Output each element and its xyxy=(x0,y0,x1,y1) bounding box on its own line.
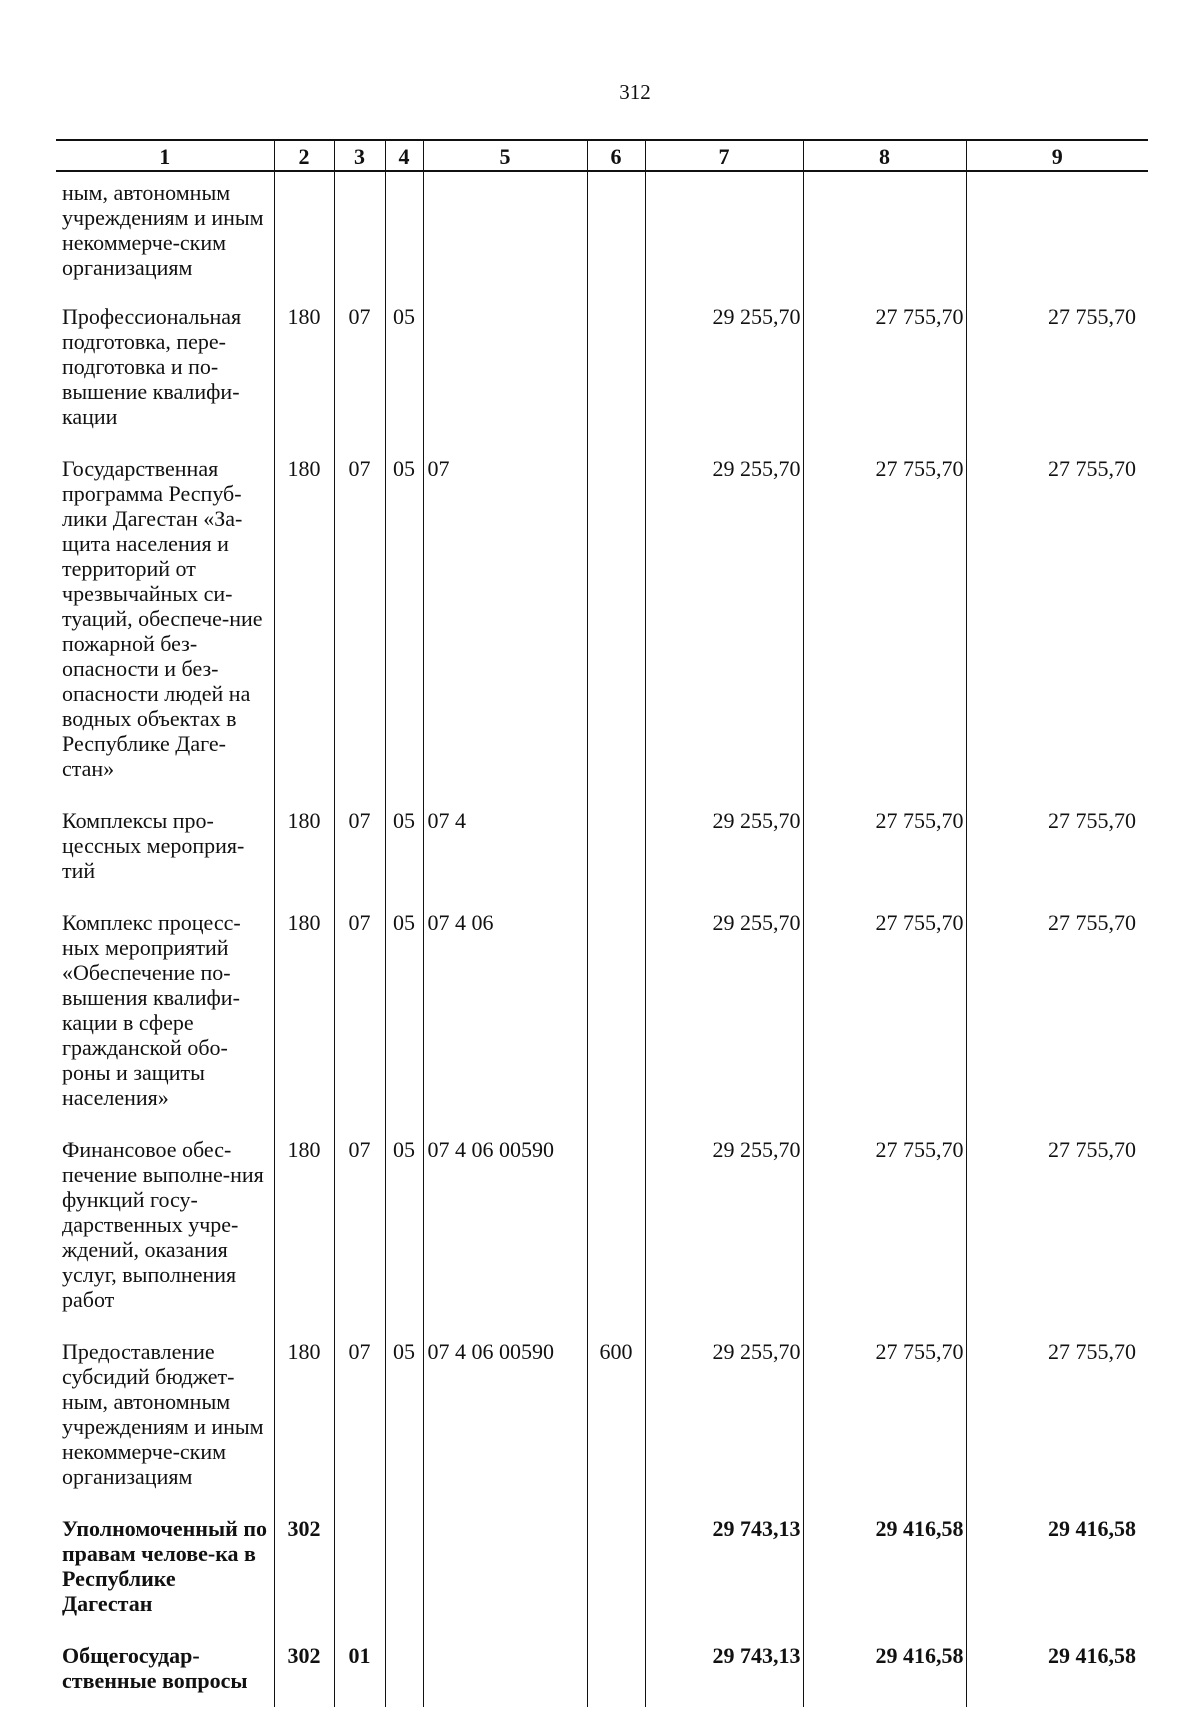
row-section: 07 xyxy=(334,910,385,1137)
row-amount-col8: 27 755,70 xyxy=(803,304,966,456)
row-section: 07 xyxy=(334,304,385,456)
row-amount-col7: 29 743,13 xyxy=(645,1516,803,1643)
row-expense-type xyxy=(587,1516,645,1643)
row-name: ным, автономным учреждениям и иным некоммерче-ским организациям xyxy=(62,180,264,280)
header-col-2: 2 xyxy=(274,140,334,171)
row-subsection xyxy=(385,171,423,304)
row-amount-col9: 27 755,70 xyxy=(966,456,1148,808)
table-row xyxy=(56,456,1148,808)
row-amount-col7 xyxy=(645,171,803,304)
table-row xyxy=(56,1339,1148,1516)
row-amount-col7: 29 255,70 xyxy=(645,910,803,1137)
row-target-article xyxy=(423,171,587,304)
row-subsection xyxy=(385,1516,423,1643)
row-target-article xyxy=(423,1516,587,1643)
row-name: Общегосудар-ственные вопросы xyxy=(62,1643,248,1693)
row-amount-col7: 29 743,13 xyxy=(645,1643,803,1707)
table-row xyxy=(56,304,1148,456)
row-name: Комплекс процесс-ных мероприятий «Обеспечение по-вышения квалифи-кации в сфере гражданской обо-роны и защиты населения» xyxy=(62,910,241,1110)
row-amount-col7: 29 255,70 xyxy=(645,808,803,910)
row-admin-code xyxy=(274,171,334,304)
header-col-5: 5 xyxy=(423,140,587,171)
row-amount-col9: 27 755,70 xyxy=(966,808,1148,910)
row-expense-type xyxy=(587,171,645,304)
row-name: Государственная программа Респуб-лики Дагестан «За-щита населения и территорий от чрезвычайных си-туаций, обеспече-ние пожарной без-опасности и без-опасности людей на водных объектах в Республике Даге-стан» xyxy=(62,456,263,781)
row-amount-col9: 27 755,70 xyxy=(966,1137,1148,1339)
row-amount-col8: 27 755,70 xyxy=(803,456,966,808)
row-amount-col8: 29 416,58 xyxy=(803,1516,966,1643)
row-amount-col8: 29 416,58 xyxy=(803,1643,966,1707)
table-row xyxy=(56,910,1148,1137)
row-admin-code: 180 xyxy=(274,910,334,1137)
row-amount-col9: 27 755,70 xyxy=(966,304,1148,456)
row-amount-col7: 29 255,70 xyxy=(645,456,803,808)
row-admin-code: 180 xyxy=(274,304,334,456)
row-amount-col9: 27 755,70 xyxy=(966,910,1148,1137)
row-section: 07 xyxy=(334,1137,385,1339)
budget-table xyxy=(56,139,1148,1707)
row-admin-code: 180 xyxy=(274,1339,334,1516)
row-amount-col7: 29 255,70 xyxy=(645,304,803,456)
table-row xyxy=(56,171,1148,304)
row-section xyxy=(334,1516,385,1643)
row-subsection: 05 xyxy=(385,456,423,808)
row-admin-code: 180 xyxy=(274,1137,334,1339)
table-row xyxy=(56,808,1148,910)
row-admin-code: 180 xyxy=(274,456,334,808)
row-amount-col8: 27 755,70 xyxy=(803,1137,966,1339)
row-name: Профессиональная подготовка, пере-подготовка и по-вышение квалифи-кации xyxy=(62,304,242,429)
row-amount-col9 xyxy=(966,171,1148,304)
header-col-6: 6 xyxy=(587,140,645,171)
row-subsection: 05 xyxy=(385,910,423,1137)
row-amount-col8: 27 755,70 xyxy=(803,808,966,910)
row-expense-type: 600 xyxy=(587,1339,645,1516)
row-section: 01 xyxy=(334,1643,385,1707)
row-target-article: 07 4 xyxy=(423,808,587,910)
row-amount-col8: 27 755,70 xyxy=(803,1339,966,1516)
header-col-7: 7 xyxy=(645,140,803,171)
row-expense-type xyxy=(587,456,645,808)
header-col-3: 3 xyxy=(334,140,385,171)
row-expense-type xyxy=(587,910,645,1137)
row-admin-code: 180 xyxy=(274,808,334,910)
row-amount-col9: 29 416,58 xyxy=(966,1516,1148,1643)
header-col-9: 9 xyxy=(966,140,1148,171)
row-expense-type xyxy=(587,1137,645,1339)
table-row xyxy=(56,1137,1148,1339)
header-col-1: 1 xyxy=(56,140,274,171)
row-amount-col7: 29 255,70 xyxy=(645,1137,803,1339)
row-expense-type xyxy=(587,1643,645,1707)
header-col-8: 8 xyxy=(803,140,966,171)
row-name: Финансовое обес-печение выполне-ния функций госу-дарственных учре-ждений, оказания услуг, выполнения работ xyxy=(62,1137,264,1312)
row-amount-col8: 27 755,70 xyxy=(803,910,966,1137)
row-target-article: 07 4 06 00590 xyxy=(423,1339,587,1516)
table-row xyxy=(56,1643,1148,1707)
row-admin-code: 302 xyxy=(274,1643,334,1707)
page-number: 312 xyxy=(619,80,651,104)
table-row xyxy=(56,1516,1148,1643)
row-section xyxy=(334,171,385,304)
row-target-article: 07 4 06 00590 xyxy=(423,1137,587,1339)
row-amount-col9: 29 416,58 xyxy=(966,1643,1148,1707)
row-amount-col8 xyxy=(803,171,966,304)
row-subsection: 05 xyxy=(385,808,423,910)
row-subsection: 05 xyxy=(385,304,423,456)
header-row xyxy=(56,140,1148,171)
row-amount-col7: 29 255,70 xyxy=(645,1339,803,1516)
row-target-article xyxy=(423,304,587,456)
row-section: 07 xyxy=(334,808,385,910)
row-target-article: 07 4 06 xyxy=(423,910,587,1137)
header-col-4: 4 xyxy=(385,140,423,171)
row-subsection xyxy=(385,1643,423,1707)
row-expense-type xyxy=(587,304,645,456)
row-name: Уполномоченный по правам челове-ка в Республике Дагестан xyxy=(62,1516,268,1616)
row-expense-type xyxy=(587,808,645,910)
row-target-article: 07 xyxy=(423,456,587,808)
row-subsection: 05 xyxy=(385,1137,423,1339)
row-name: Комплексы про-цессных мероприя-тий xyxy=(62,808,245,883)
row-section: 07 xyxy=(334,1339,385,1516)
row-subsection: 05 xyxy=(385,1339,423,1516)
row-section: 07 xyxy=(334,456,385,808)
row-admin-code: 302 xyxy=(274,1516,334,1643)
row-amount-col9: 27 755,70 xyxy=(966,1339,1148,1516)
row-target-article xyxy=(423,1643,587,1707)
row-name: Предоставление субсидий бюджет-ным, автономным учреждениям и иным некоммерче-ским организациям xyxy=(62,1339,264,1489)
